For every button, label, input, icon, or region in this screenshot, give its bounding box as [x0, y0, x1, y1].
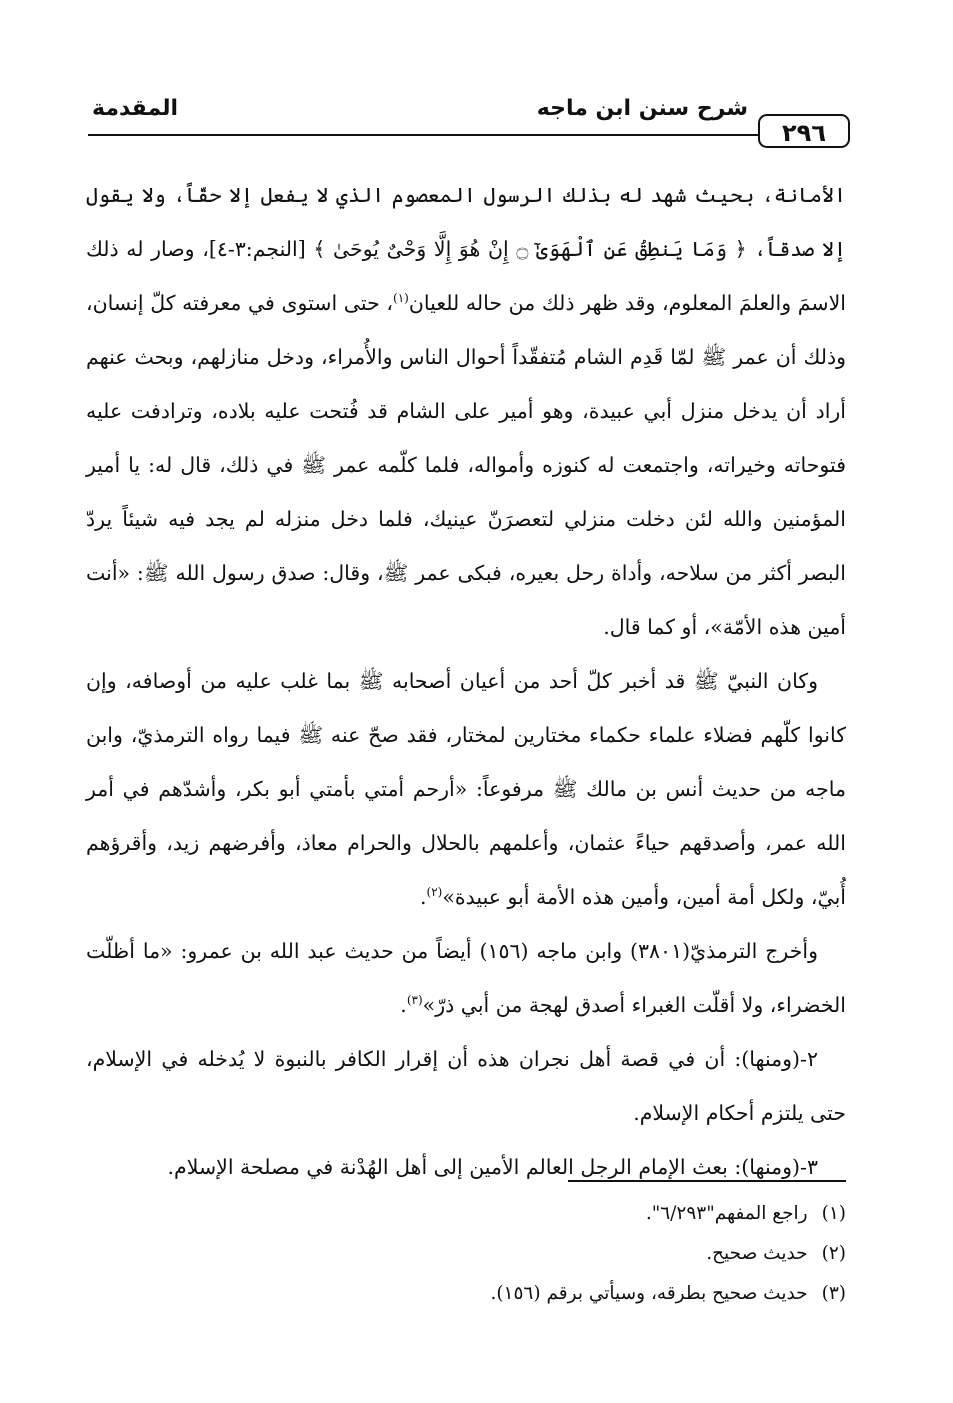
paragraph-1 [86, 168, 846, 654]
main-text [86, 168, 846, 1194]
para3-end: . [400, 993, 407, 1017]
footnote-ref-2[interactable]: (٢) [426, 885, 443, 900]
footnote-ref-3[interactable]: (٣) [406, 993, 423, 1008]
section-title: المقدمة [92, 96, 179, 121]
footnote-separator [568, 1180, 846, 1182]
book-page [82, 90, 850, 1330]
paragraph-4: ٢-(ومنها): أن في قصة أهل نجران هذه أن إقرار الكافر بالنبوة لا يُدخله في الإسلام، حتى يلتزم أحكام الإسلام. [86, 1047, 846, 1125]
footnotes [86, 1194, 846, 1314]
footnote-1 [86, 1194, 846, 1234]
para1-text-a: الأمانة، بحيث شهد له بذلك الرسول المعصوم الذي لا يفعل إلا حقّاً، ولا يقول إلا صدقاً، [86, 183, 846, 261]
paragraph-2 [86, 654, 846, 924]
footnote-ref-1[interactable]: (١) [393, 291, 409, 306]
para1-text-c: ، حتى استوى في معرفته كلّ إنسان، وذلك أن عمر ﷺ لمّا قَدِم الشام مُتفقّداً أحوال الناس والأُمراء، ودخل منازلهم، وبحث عنهم أراد أن يدخل منزل أبي عبيدة، وهو أمير على الشام قد فُتحت عليه بلاده، وترادفت عليه فتوحاته وخيراته، واجتمعت له كنوزه وأمواله، فلما كلّمه عمر ﷺ في ذلك، قال له: يا أمير المؤمنين والله لئن دخلت منزلي لتعصرَنّ عينيك، فلما دخل منزله لم يجد فيه شيئاً يردّ البصر أكثر من سلاحه، وأداة رحل بعيره، فبكى عمر ﷺ، وقال: صدق رسول الله ﷺ: «أنت أمين هذه الأمّة»، أو كما قال. [86, 291, 846, 639]
footnote-text: راجع المفهم"٦/٢٩٣". [645, 1203, 808, 1224]
footnote-text: حديث صحيح بطرقه، وسيأتي برقم (١٥٦). [490, 1283, 808, 1304]
footnote-number: (١) [821, 1203, 846, 1224]
footnote-2 [86, 1234, 846, 1274]
paragraph-3 [86, 924, 846, 1032]
footnote-3 [86, 1274, 846, 1314]
footnote-text: حديث صحيح. [706, 1243, 808, 1264]
book-title: شرح سنن ابن ماجه [536, 96, 748, 121]
quran-verse: ﴿ وَمَا يَنطِقُ عَنِ ٱلْهَوَىٰٓ ۝ إِنْ هُوَ إِلَّا وَحْىٌ يُوحَىٰ ﴾ [313, 237, 747, 261]
footnote-number: (٢) [821, 1243, 846, 1264]
para2-end: . [419, 885, 427, 909]
paragraph-5: ٣-(ومنها): بعث الإمام الرجل العالم الأمين إلى أهل الهُدْنة في مصلحة الإسلام. [167, 1155, 818, 1179]
para1-text-b: [النجم:٣-٤]، وصار له ذلك الاسمَ والعلمَ المعلوم، وقد ظهر ذلك من حاله للعيان [86, 237, 846, 315]
para2-text: وكان النبيّ ﷺ قد أخبر كلّ أحد من أعيان أصحابه ﷺ بما غلب عليه من أوصافه، وإن كانوا كلّهم فضلاء علماء حكماء مختارين لمختار، فقد صحّ عنه ﷺ فيما رواه الترمذيّ، وابن ماجه من حديث أنس بن مالك ﷺ مرفوعاً: «أرحم أمتي بأمتي أبو بكر، وأشدّهم في أمر الله عمر، وأصدقهم حياءً عثمان، وأعلمهم بالحلال والحرام معاذ، وأفرضهم زيد، وأقرؤهم أُبيّ، ولكل أمة أمين، وأمين هذه الأمة أبو عبيدة» [86, 669, 846, 909]
para3-text: وأخرج الترمذيّ(٣٨٠١) وابن ماجه (١٥٦) أيضاً من حديث عبد الله بن عمرو: «ما أظلّت الخضراء، ولا أقلّت الغبراء أصدق لهجة من أبي ذرّ» [86, 939, 846, 1017]
page-header [82, 90, 850, 152]
page-number: ٢٩٦ [758, 114, 850, 148]
header-rule [88, 134, 760, 136]
footnote-number: (٣) [821, 1283, 846, 1304]
